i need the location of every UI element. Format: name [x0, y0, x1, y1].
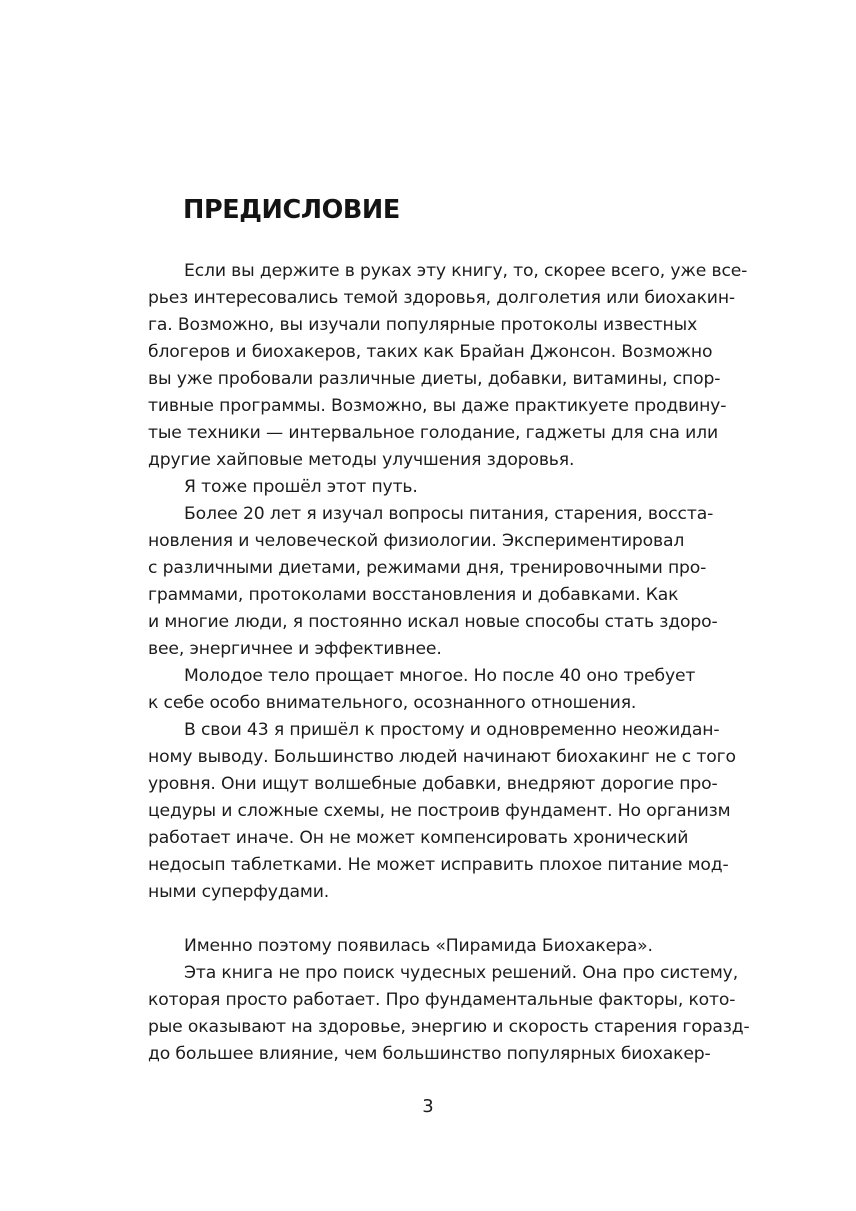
text-line: работает иначе. Он не может компенсировать хронический: [148, 828, 689, 848]
text-line: Молодое тело прощает многое. Но после 40 оно требует: [184, 666, 696, 686]
text-line: Именно поэтому появилась «Пирамида Биохакера».: [184, 936, 653, 956]
text-line: Если вы держите в руках эту книгу, то, скорее всего, уже все-: [184, 261, 748, 281]
text-line: до большее влияние, чем большинство популярных биохакер-: [148, 1044, 711, 1064]
text-line: другие хайповые методы улучшения здоровья.: [148, 450, 575, 470]
text-line: цедуры и сложные схемы, не построив фундамент. Но организм: [148, 801, 731, 821]
text-line: тые техники — интервальное голодание, гаджеты для сна или: [148, 423, 718, 443]
text-line: тивные программы. Возможно, вы даже практикуете продвину-: [148, 396, 727, 416]
text-line: недосып таблетками. Не может исправить плохое питание мод-: [148, 855, 729, 875]
text-line: и многие люди, я постоянно искал новые способы стать здоро-: [148, 612, 718, 632]
text-line: вы уже пробовали различные диеты, добавки, витамины, спор-: [148, 369, 721, 389]
text-line: с различными диетами, режимами дня, тренировочными про-: [148, 558, 707, 578]
text-line: Я тоже прошёл этот путь.: [184, 477, 418, 497]
text-line: граммами, протоколами восстановления и добавками. Как: [148, 585, 679, 605]
text-line: Более 20 лет я изучал вопросы питания, старения, восста-: [184, 504, 714, 524]
text-line: Эта книга не про поиск чудесных решений. Она про систему,: [184, 963, 739, 983]
text-line: В свои 43 я пришёл к простому и одновременно неожидан-: [184, 720, 720, 740]
text-line: блогеров и биохакеров, таких как Брайан Джонсон. Возможно: [148, 342, 713, 362]
text-line: к себе особо внимательного, осознанного отношения.: [148, 693, 637, 713]
text-line: ному выводу. Большинство людей начинают биохакинг не с того: [148, 747, 736, 767]
text-line: которая просто работает. Про фундаментальные факторы, кото-: [148, 990, 736, 1010]
text-line: га. Возможно, вы изучали популярные протоколы известных: [148, 315, 698, 335]
chapter-heading: ПРЕДИСЛОВИЕ: [183, 195, 400, 225]
text-line: рьез интересовались темой здоровья, долголетия или биохакин-: [148, 288, 735, 308]
text-line: вее, энергичнее и эффективнее.: [148, 639, 442, 659]
page-number: 3: [422, 1096, 434, 1117]
text-line: новления и человеческой физиологии. Экспериментировал: [148, 531, 685, 551]
text-line: уровня. Они ищут волшебные добавки, внедряют дорогие про-: [148, 774, 718, 794]
text-line: ными суперфудами.: [148, 882, 330, 902]
text-line: рые оказывают на здоровье, энергию и скорость старения горазд-: [148, 1017, 750, 1037]
